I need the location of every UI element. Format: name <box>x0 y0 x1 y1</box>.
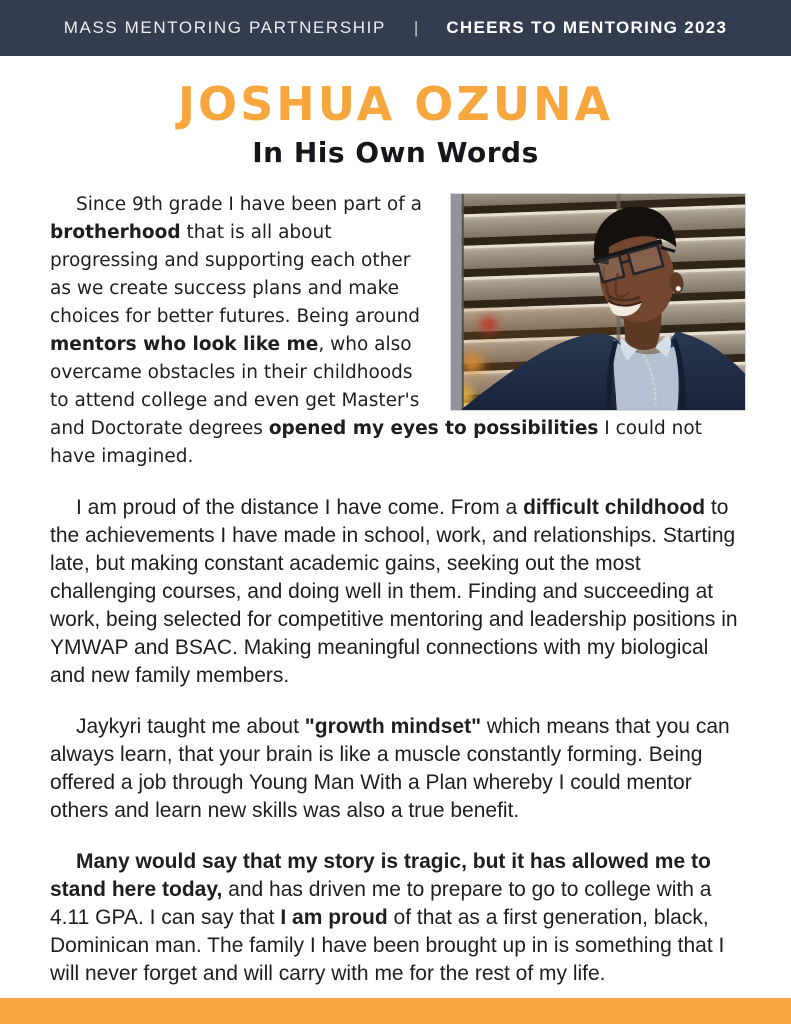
window-frame-strip <box>451 194 462 410</box>
red-light-glow <box>480 317 496 333</box>
header-bar <box>0 0 791 56</box>
emphasized-text: I am proud <box>280 906 388 930</box>
body-text: that is all about progressing and supporting each other as we create success plans and make choices for better futures. Being around <box>50 222 421 328</box>
emphasized-text: brotherhood <box>50 222 181 244</box>
body-text: I could not have imagined. <box>50 418 702 468</box>
portrait-photo-illustration <box>451 194 745 410</box>
body-text: Since 9th grade I have been part of a <box>76 194 422 216</box>
portrait-photo <box>450 193 746 411</box>
organization-name: MASS MENTORING PARTNERSHIP <box>63 18 386 37</box>
emphasized-text: difficult childhood <box>523 496 706 520</box>
body-text: of that as a first generation, black, Dominican man. The family I have been brought up in is something that I will never forget and will carry with me for the rest of my life. <box>50 906 725 986</box>
body-text: which means that you can always learn, that your brain is like a muscle constantly forming. Being offered a job through Young Man With a Plan whereby I could mentor others and learn new skills was also a true benefit. <box>50 715 730 823</box>
body-text: Jaykyri taught me about <box>76 715 305 739</box>
page-subtitle: In His Own Words <box>252 136 539 170</box>
warm-light-glow <box>462 353 484 375</box>
body-text: to the achievements I have made in school, work, and relationships. Starting late, but making constant academic gains, seeking out the most challenging courses, and doing well in them. Finding and succeeding at work, being selected for competitive mentoring and leadership positions in YMWAP and BSAC. Making meaningful connections with my biological and new family members. <box>50 496 738 688</box>
header-divider: | <box>413 18 419 37</box>
body-text: and has driven me to prepare to go to college with a 4.11 GPA. I can say that <box>50 878 712 930</box>
emphasized-text: Many would say that my story is tragic, but it has allowed me to stand here today, <box>50 850 711 902</box>
paragraph <box>50 494 746 690</box>
page-title: JOSHUA OZUNA <box>177 77 614 131</box>
emphasized-text: "growth mindset" <box>304 715 482 739</box>
article-body <box>0 169 791 988</box>
footer-accent-bar <box>0 998 791 1024</box>
emphasized-text: mentors who look like me <box>50 334 319 356</box>
body-text: I am proud of the distance I have come. From a <box>76 496 524 520</box>
paragraph <box>50 848 746 988</box>
body-text: , who also overcame obstacles in their childhoods to attend college and even get Master's and Doctorate degrees <box>50 334 420 440</box>
event-name: CHEERS TO MENTORING 2023 <box>446 18 728 37</box>
paragraph <box>50 713 746 825</box>
emphasized-text: opened my eyes to possibilities <box>268 418 599 440</box>
paragraph <box>50 191 746 471</box>
